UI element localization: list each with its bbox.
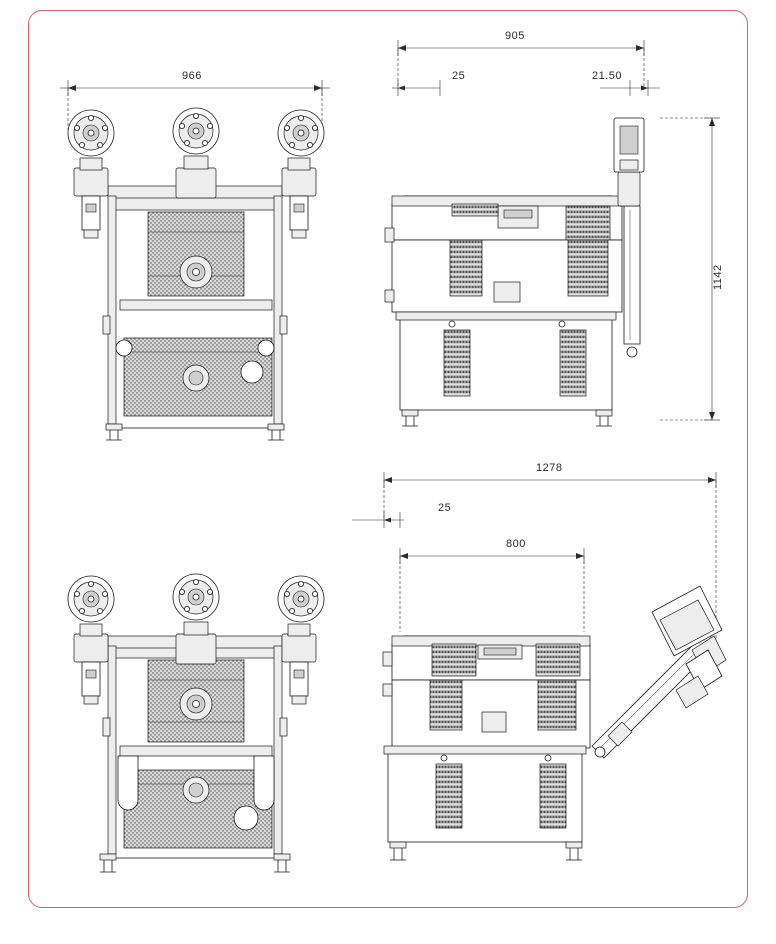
dim-side-bottom-inner: 800 [506,538,526,550]
dim-side-top-offset-left: 25 [452,70,466,82]
dim-side-top-height: 1142 [712,264,724,290]
dim-side-top-overall: 905 [505,30,525,42]
dim-side-bottom-offset-left: 25 [438,502,452,514]
dim-front-top-width: 966 [182,70,202,82]
dim-side-bottom-overall: 1278 [536,462,563,474]
drawing-sheet [28,10,748,908]
dim-side-top-offset-right: 21.50 [592,70,623,82]
